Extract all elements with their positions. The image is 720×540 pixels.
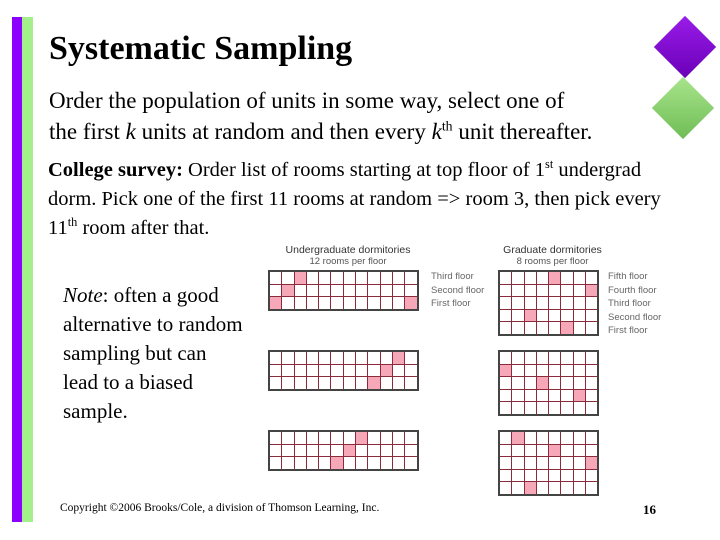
room [561,457,573,470]
room [573,377,585,390]
room [269,444,282,457]
selected-room [405,297,418,310]
room [331,297,343,310]
room [331,284,343,297]
room [294,351,306,364]
room [573,482,585,495]
room [306,297,318,310]
selected-room [573,389,585,402]
room [343,377,355,390]
note-text: Note: often a good alternative to random sampling but can lead to a biased sample. [63,283,243,423]
room [586,389,599,402]
grad-room-grid [498,270,599,336]
room [499,297,512,310]
room [499,482,512,495]
room [561,389,573,402]
selected-room [549,271,561,284]
room [524,377,536,390]
room [512,351,524,364]
room [343,431,355,444]
selected-room [524,482,536,495]
room [512,309,524,322]
room [368,271,380,284]
room [405,271,418,284]
room [306,284,318,297]
room [586,482,599,495]
room [561,431,573,444]
room [368,444,380,457]
room [573,444,585,457]
room [524,271,536,284]
room [269,284,282,297]
room [536,469,548,482]
room [368,364,380,377]
room [392,271,404,284]
room [356,444,368,457]
room [282,364,294,377]
room [392,284,404,297]
room [343,284,355,297]
room [356,284,368,297]
room [499,309,512,322]
room [512,469,524,482]
page-number: 16 [643,502,656,517]
room [573,431,585,444]
room [499,431,512,444]
room [380,431,392,444]
room [331,431,343,444]
room [319,297,331,310]
room [586,351,599,364]
room [512,402,524,415]
grad-caption: Graduate dormitories 8 rooms per floor [503,244,602,267]
room [549,364,561,377]
room [380,297,392,310]
selected-room [524,309,536,322]
room [512,389,524,402]
room [331,377,343,390]
room [282,271,294,284]
room [586,402,599,415]
room [512,444,524,457]
room [405,284,418,297]
room [524,297,536,310]
room [306,364,318,377]
room [512,284,524,297]
room [319,444,331,457]
green-accent-bar [22,17,33,522]
room [343,297,355,310]
room [512,271,524,284]
room [392,377,404,390]
room [319,284,331,297]
room [586,431,599,444]
selected-room [561,322,573,335]
room [380,284,392,297]
room [536,444,548,457]
room [499,402,512,415]
room [573,322,585,335]
room [405,457,418,470]
selected-room [512,431,524,444]
room [549,284,561,297]
selected-room [586,457,599,470]
selected-room [343,444,355,457]
room [368,457,380,470]
room [549,297,561,310]
room [561,377,573,390]
room [586,364,599,377]
room [380,377,392,390]
undergrad-floor-labels: Third floor Second floor First floor [431,271,485,309]
room [294,297,306,310]
room [499,469,512,482]
room [549,431,561,444]
room [282,351,294,364]
room [561,351,573,364]
selected-room [356,431,368,444]
room [282,377,294,390]
room [269,271,282,284]
room [331,444,343,457]
selected-room [331,457,343,470]
purple-diamond-icon [654,16,716,78]
selected-room [294,271,306,284]
room [524,284,536,297]
room [573,457,585,470]
selected-room [380,364,392,377]
room [356,351,368,364]
room [561,309,573,322]
room [331,271,343,284]
room [269,351,282,364]
room [356,271,368,284]
college-survey-text: College survey: Order list of rooms starting at top floor of 1st undergrad dorm. Pick one of the first 11 rooms at random => room 3, then pick every 11th room after that. [48,157,661,239]
intro-text: Order the population of units in some way, select one of the first k units at random and then every $k^{th}$ unit thereafter. [49,88,593,144]
room [573,351,585,364]
room [499,457,512,470]
room [536,402,548,415]
room [282,431,294,444]
room [512,297,524,310]
room [586,377,599,390]
room [524,444,536,457]
selected-room [536,377,548,390]
slide-title: Systematic Sampling [49,30,353,67]
room [586,271,599,284]
selected-room [269,297,282,310]
room [392,457,404,470]
room [368,351,380,364]
room [512,322,524,335]
room [524,364,536,377]
selected-room [499,364,512,377]
room [380,271,392,284]
room [306,457,318,470]
room [405,444,418,457]
room [392,444,404,457]
room [294,457,306,470]
room [368,297,380,310]
room [536,482,548,495]
room [549,469,561,482]
room [319,377,331,390]
room [405,431,418,444]
room [499,284,512,297]
undergrad-caption: Undergraduate dormitories 12 rooms per floor [285,244,411,267]
room [573,469,585,482]
room [499,444,512,457]
room [306,444,318,457]
room [573,297,585,310]
room [536,322,548,335]
room [306,377,318,390]
selected-room [549,444,561,457]
room [512,377,524,390]
room [549,457,561,470]
room [331,351,343,364]
room [392,364,404,377]
room [536,431,548,444]
room [586,322,599,335]
grad-room-grid [498,350,599,416]
room [282,297,294,310]
room [499,322,512,335]
selected-room [392,351,404,364]
room [536,271,548,284]
room [269,457,282,470]
room [356,457,368,470]
room [294,364,306,377]
room [586,309,599,322]
room [380,351,392,364]
room [512,364,524,377]
room [512,482,524,495]
room [294,444,306,457]
room [269,431,282,444]
room [561,469,573,482]
grad-room-grid [498,430,599,496]
undergrad-room-grid [268,350,419,391]
room [549,322,561,335]
room [524,457,536,470]
room [392,297,404,310]
room [294,431,306,444]
room [524,322,536,335]
room [356,377,368,390]
room [499,389,512,402]
room [561,482,573,495]
room [561,297,573,310]
selected-room [586,284,599,297]
room [536,389,548,402]
selected-room [282,284,294,297]
room [573,364,585,377]
room [319,457,331,470]
room [294,377,306,390]
room [561,271,573,284]
room [319,351,331,364]
room [536,309,548,322]
room [512,457,524,470]
room [561,364,573,377]
room [306,431,318,444]
room [380,444,392,457]
room [561,402,573,415]
room [343,364,355,377]
room [586,297,599,310]
room [392,431,404,444]
room [549,482,561,495]
room [269,364,282,377]
room [343,271,355,284]
room [282,457,294,470]
room [524,431,536,444]
room [343,351,355,364]
room [561,284,573,297]
room [561,444,573,457]
room [331,364,343,377]
room [319,271,331,284]
room [380,457,392,470]
room [549,377,561,390]
room [536,297,548,310]
purple-accent-bar [12,17,22,522]
room [405,377,418,390]
room [405,364,418,377]
room [356,364,368,377]
room [586,444,599,457]
room [549,351,561,364]
copyright: Copyright ©2006 Brooks/Cole, a division of Thomson Learning, Inc. [60,502,380,514]
room [549,389,561,402]
room [573,402,585,415]
room [368,284,380,297]
room [536,364,548,377]
room [524,402,536,415]
selected-room [368,377,380,390]
room [294,284,306,297]
room [306,351,318,364]
room [319,431,331,444]
room [269,377,282,390]
room [499,351,512,364]
room [573,271,585,284]
room [524,389,536,402]
room [586,469,599,482]
room [282,444,294,457]
grad-floor-labels: Fifth floor Fourth floor Third floor Second floor First floor [608,271,662,336]
room [499,377,512,390]
room [524,351,536,364]
undergrad-room-grid [268,430,419,471]
room [536,457,548,470]
room [306,271,318,284]
room [405,351,418,364]
room [573,284,585,297]
room [549,402,561,415]
undergrad-room-grid [268,270,419,311]
room [368,431,380,444]
room [319,364,331,377]
room [536,284,548,297]
room [524,469,536,482]
room [573,309,585,322]
room [536,351,548,364]
room [549,309,561,322]
room [499,271,512,284]
room [343,457,355,470]
room [356,297,368,310]
